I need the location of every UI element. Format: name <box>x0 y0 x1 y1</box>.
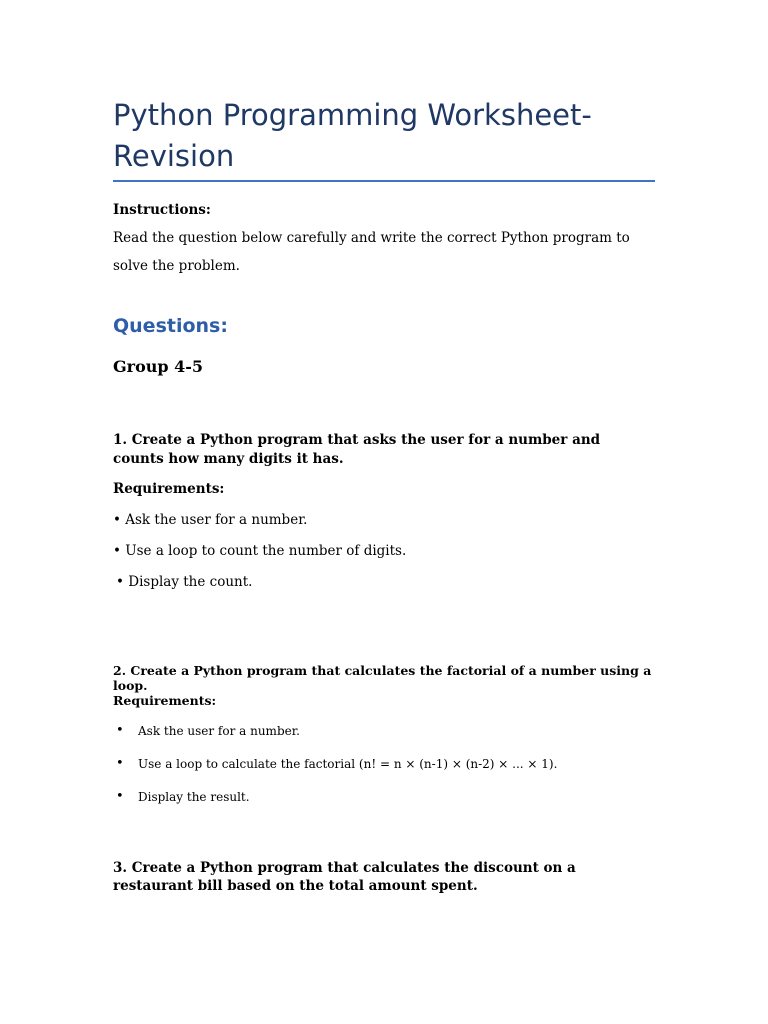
page-title: Python Programming Worksheet-Revision <box>113 98 592 173</box>
title-divider <box>113 180 655 182</box>
bullet-icon: • <box>116 723 124 738</box>
requirement-text: Use a loop to calculate the factorial (n! = n × (n-1) × (n-2) × ... × 1). <box>138 757 558 771</box>
question-1-requirement-item: • Ask the user for a number. <box>113 512 308 528</box>
group-heading: Group 4-5 <box>113 357 204 376</box>
question-1-requirements-label: Requirements: <box>113 481 225 497</box>
instructions-label: Instructions: <box>113 202 211 218</box>
question-1-requirement-item: • Display the count. <box>116 574 253 590</box>
question-3-title: 3. Create a Python program that calculates the discount on a restaurant bill based on the total amount spent. <box>113 860 576 894</box>
question-1-requirement-item: • Use a loop to count the number of digits. <box>113 543 407 559</box>
questions-heading: Questions: <box>113 315 228 337</box>
requirement-text: Display the result. <box>138 790 250 804</box>
requirement-text: Ask the user for a number. <box>138 724 300 738</box>
question-2-title: 2. Create a Python program that calculates the factorial of a number using a loop. <box>113 663 652 693</box>
bullet-icon: • <box>116 789 124 804</box>
instructions-text: Read the question below carefully and write the correct Python program to solve the problem. <box>113 230 630 274</box>
question-1-title: 1. Create a Python program that asks the user for a number and counts how many digits it has. <box>113 432 601 467</box>
bullet-icon: • <box>116 756 124 771</box>
question-2-requirements-label: Requirements: <box>113 693 217 708</box>
